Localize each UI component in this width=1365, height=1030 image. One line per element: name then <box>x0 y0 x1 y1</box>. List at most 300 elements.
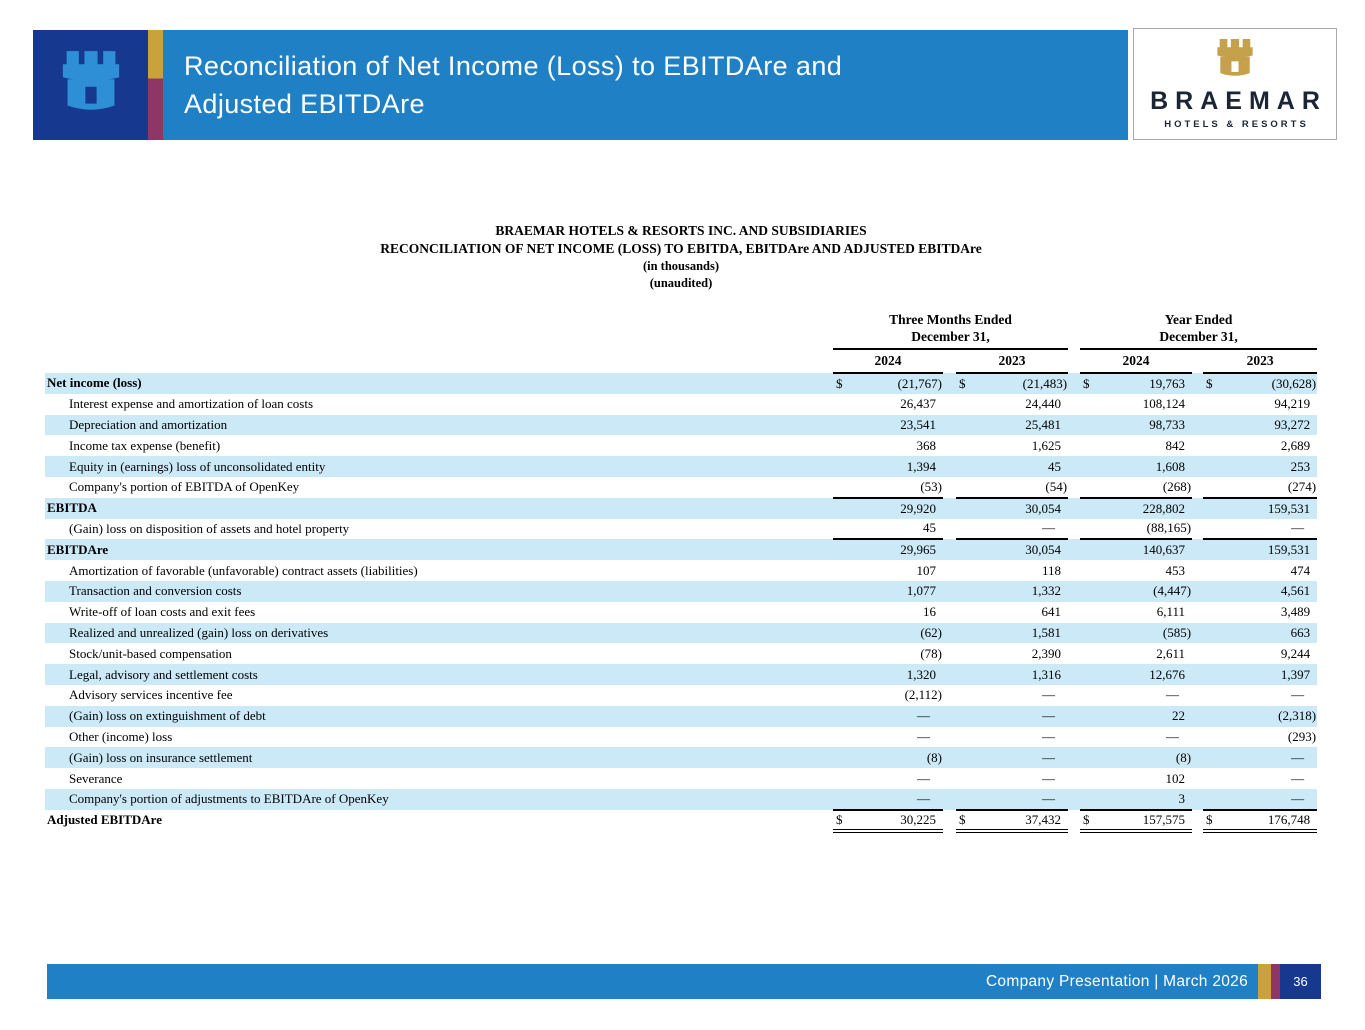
cell-value: (78) <box>920 645 942 661</box>
currency-symbol <box>956 539 978 560</box>
cell-value: 1,397 <box>1225 664 1317 685</box>
currency-symbol <box>956 664 978 685</box>
cell-value: — <box>1042 728 1056 744</box>
column-gap <box>943 747 956 768</box>
table-row <box>45 456 1317 477</box>
row-label: Transaction and conversion costs <box>45 581 833 602</box>
cell-value: 2,390 <box>1031 645 1062 661</box>
column-gap <box>1068 456 1080 477</box>
currency-symbol <box>1203 477 1225 498</box>
row-label: Other (income) loss <box>69 728 173 744</box>
column-gap <box>943 623 956 644</box>
row-label: Write-off of loan costs and exit fees <box>69 604 256 620</box>
currency-symbol <box>1080 415 1102 436</box>
group-label-line2: December 31, <box>911 329 990 344</box>
table-row <box>45 415 1317 436</box>
currency-symbol <box>956 685 978 706</box>
row-label: (Gain) loss on extinguishment of debt <box>45 706 833 727</box>
cell-value: — <box>1042 770 1056 786</box>
column-gap <box>1068 685 1080 706</box>
row-label: Interest expense and amortization of loan costs <box>69 396 314 412</box>
column-gap <box>1068 304 1080 349</box>
currency-symbol <box>1203 394 1225 415</box>
cell-value: 1,332 <box>978 581 1068 602</box>
column-gap <box>1068 747 1080 768</box>
currency-symbol <box>833 685 855 706</box>
currency-symbol <box>833 477 855 498</box>
cell-value: 108,124 <box>1142 396 1186 412</box>
table-year-header-row <box>45 349 1317 373</box>
column-gap <box>943 435 956 456</box>
row-label: Advisory services incentive fee <box>69 687 233 703</box>
column-gap <box>1068 560 1080 581</box>
logo-tagline: HOTELS & RESORTS <box>1164 118 1309 130</box>
cell-value: 159,531 <box>1225 539 1317 560</box>
currency-symbol <box>956 727 978 748</box>
currency-symbol <box>956 435 978 456</box>
currency-symbol <box>1080 623 1102 644</box>
column-gap <box>943 602 956 623</box>
cell-value: — <box>917 728 930 744</box>
column-gap <box>1192 539 1203 560</box>
currency-symbol <box>1203 685 1225 706</box>
column-gap <box>1192 643 1203 664</box>
row-label: Net income (loss) <box>45 373 833 394</box>
currency-symbol <box>956 706 978 727</box>
cell-value: 30,054 <box>978 539 1068 560</box>
column-gap <box>943 373 956 394</box>
cell-value: 29,920 <box>855 498 943 519</box>
currency-symbol: $ <box>833 373 855 394</box>
header-accent-stripe <box>148 30 163 140</box>
currency-symbol <box>833 394 855 415</box>
currency-symbol <box>1080 477 1102 498</box>
cell-value: — <box>855 706 943 727</box>
row-label: Equity in (earnings) loss of unconsolidated entity <box>45 456 833 477</box>
currency-symbol <box>1080 498 1102 519</box>
cell-value: (88,165) <box>1102 519 1192 540</box>
cell-value: 1,625 <box>1031 437 1062 453</box>
cell-value: 253 <box>1225 456 1317 477</box>
column-gap <box>943 560 956 581</box>
row-label: EBITDAre <box>45 539 833 560</box>
column-gap <box>943 349 956 373</box>
cell-value: 1,316 <box>978 664 1068 685</box>
cell-value: 1,320 <box>855 664 943 685</box>
column-gap <box>1192 789 1203 810</box>
row-label: Income tax expense (benefit) <box>69 437 221 453</box>
column-gap <box>1192 685 1203 706</box>
row-label: (Gain) loss on disposition of assets and hotel property <box>69 520 350 536</box>
cell-value: — <box>978 706 1068 727</box>
currency-symbol <box>1080 747 1102 768</box>
column-gap <box>1192 602 1203 623</box>
footer-accent-gold <box>1258 964 1271 999</box>
row-label: Realized and unrealized (gain) loss on derivatives <box>45 623 833 644</box>
cell-value: 12,676 <box>1102 664 1192 685</box>
currency-symbol <box>956 519 978 540</box>
group-label-line2: December 31, <box>1159 329 1238 344</box>
column-gap <box>1068 727 1080 748</box>
cell-value: (293) <box>1287 728 1317 744</box>
column-gap <box>943 810 956 831</box>
cell-value: 157,575 <box>1102 810 1192 831</box>
cell-value: 29,965 <box>855 539 943 560</box>
currency-symbol: $ <box>1203 373 1225 394</box>
slide-title <box>163 30 1128 140</box>
table-row <box>45 498 1317 519</box>
currency-symbol <box>1203 519 1225 540</box>
currency-symbol <box>833 560 855 581</box>
table-row <box>45 560 1317 581</box>
column-gap <box>943 643 956 664</box>
column-gap <box>1068 768 1080 789</box>
cell-value: 98,733 <box>1102 415 1192 436</box>
company-logo <box>1133 28 1337 140</box>
currency-symbol <box>1080 643 1102 664</box>
cell-value: 16 <box>923 604 936 620</box>
cell-value: 6,111 <box>1156 604 1186 620</box>
currency-symbol: $ <box>1080 373 1102 394</box>
currency-symbol <box>956 456 978 477</box>
currency-symbol <box>1203 602 1225 623</box>
column-gap <box>943 789 956 810</box>
currency-symbol <box>833 727 855 748</box>
column-gap <box>1192 623 1203 644</box>
currency-symbol <box>833 456 855 477</box>
column-gap <box>1068 415 1080 436</box>
currency-symbol <box>1080 539 1102 560</box>
cell-value: — <box>978 519 1068 540</box>
currency-symbol <box>1203 539 1225 560</box>
currency-symbol <box>833 498 855 519</box>
currency-symbol <box>1080 456 1102 477</box>
table-row <box>45 810 1317 831</box>
currency-symbol <box>833 664 855 685</box>
currency-symbol <box>833 623 855 644</box>
cell-value: — <box>1225 747 1317 768</box>
row-label: Adjusted EBITDAre <box>47 812 162 828</box>
currency-symbol <box>1203 747 1225 768</box>
currency-symbol <box>1080 727 1102 748</box>
cell-value: 453 <box>1165 562 1186 578</box>
cell-value: 663 <box>1225 623 1317 644</box>
column-gap <box>1068 581 1080 602</box>
row-label: Legal, advisory and settlement costs <box>45 664 833 685</box>
currency-symbol <box>956 560 978 581</box>
column-gap <box>1068 810 1080 831</box>
table-row <box>45 643 1317 664</box>
row-label: Stock/unit-based compensation <box>69 645 232 661</box>
currency-symbol: $ <box>956 810 978 831</box>
footer-text: Company Presentation | March 2026 <box>985 972 1248 990</box>
cell-value: 45 <box>978 456 1068 477</box>
table-row <box>45 581 1317 602</box>
column-gap <box>1068 539 1080 560</box>
currency-symbol <box>1203 789 1225 810</box>
group-label-line1: Three Months Ended <box>889 312 1012 327</box>
currency-symbol <box>1203 643 1225 664</box>
table-row <box>45 747 1317 768</box>
column-gap <box>943 477 956 498</box>
currency-symbol <box>956 415 978 436</box>
cell-value: (30,628) <box>1225 373 1317 394</box>
logo-company-name: BRAEMAR <box>1150 86 1327 115</box>
column-gap <box>943 498 956 519</box>
footer-bar <box>47 964 1258 999</box>
table-row <box>45 768 1317 789</box>
currency-symbol <box>1203 415 1225 436</box>
group-label-line1: Year Ended <box>1164 312 1233 327</box>
column-gap <box>1068 373 1080 394</box>
currency-symbol <box>1080 435 1102 456</box>
currency-symbol <box>833 602 855 623</box>
cell-value: 4,561 <box>1225 581 1317 602</box>
column-gap <box>1068 623 1080 644</box>
cell-value: — <box>1166 728 1180 744</box>
cell-value: 842 <box>1165 437 1186 453</box>
cell-value: (54) <box>978 477 1068 498</box>
cell-value: (21,767) <box>855 373 943 394</box>
currency-symbol <box>833 789 855 810</box>
cell-value: 19,763 <box>1102 373 1192 394</box>
cell-value: 30,225 <box>855 810 943 831</box>
cell-value: 2,689 <box>1280 437 1311 453</box>
cell-value: 474 <box>1290 562 1311 578</box>
cell-value: (585) <box>1102 623 1192 644</box>
cell-value: 107 <box>916 562 936 578</box>
table-row <box>45 706 1317 727</box>
column-gap <box>1192 456 1203 477</box>
column-gap <box>1068 519 1080 540</box>
column-gap <box>1068 394 1080 415</box>
cell-value: 1,608 <box>1102 456 1192 477</box>
currency-symbol <box>1203 456 1225 477</box>
cell-value: (268) <box>1102 477 1192 498</box>
currency-symbol <box>833 747 855 768</box>
column-gap <box>943 768 956 789</box>
currency-symbol <box>1203 664 1225 685</box>
cell-value: 26,437 <box>900 396 936 412</box>
cell-value: — <box>1291 770 1305 786</box>
currency-symbol <box>833 519 855 540</box>
column-gap <box>1192 477 1203 498</box>
column-gap <box>1068 435 1080 456</box>
column-gap <box>943 706 956 727</box>
column-gap <box>1192 664 1203 685</box>
column-gap <box>1192 435 1203 456</box>
cell-value: 1,077 <box>855 581 943 602</box>
cell-value: 159,531 <box>1225 498 1317 519</box>
currency-symbol <box>1203 623 1225 644</box>
cell-value: (2,318) <box>1225 706 1317 727</box>
column-gap <box>1192 727 1203 748</box>
column-gap <box>1192 747 1203 768</box>
cell-value: 25,481 <box>978 415 1068 436</box>
column-gap <box>1192 768 1203 789</box>
currency-symbol <box>956 477 978 498</box>
statement-heading-line4: (unaudited) <box>649 276 713 290</box>
header-logo-tile <box>33 30 148 140</box>
currency-symbol <box>1080 602 1102 623</box>
currency-symbol <box>1080 768 1102 789</box>
row-label: Company's portion of EBITDA of OpenKey <box>69 479 300 495</box>
cell-value: 24,440 <box>1025 396 1062 412</box>
cell-value: — <box>978 747 1068 768</box>
table-row <box>45 373 1317 394</box>
column-gap <box>1068 477 1080 498</box>
cell-value: 94,219 <box>1274 396 1311 412</box>
cell-value: (274) <box>1225 477 1317 498</box>
reconciliation-table <box>45 304 1317 833</box>
column-gap <box>1068 349 1080 373</box>
currency-symbol <box>833 643 855 664</box>
currency-symbol <box>1203 706 1225 727</box>
table-row <box>45 727 1317 748</box>
table-row <box>45 394 1317 415</box>
column-gap <box>1192 581 1203 602</box>
statement-heading <box>45 222 1317 292</box>
column-gap <box>943 519 956 540</box>
table-row <box>45 519 1317 540</box>
column-gap <box>943 456 956 477</box>
cell-value: (8) <box>855 747 943 768</box>
table-row <box>45 435 1317 456</box>
cell-value: — <box>1042 687 1056 703</box>
column-gap <box>1192 810 1203 831</box>
currency-symbol <box>1203 435 1225 456</box>
currency-symbol <box>1080 581 1102 602</box>
cell-value: 9,244 <box>1280 645 1311 661</box>
reconciliation-table-body <box>45 373 1317 831</box>
column-gap <box>1068 789 1080 810</box>
currency-symbol <box>956 498 978 519</box>
cell-value: 1,581 <box>978 623 1068 644</box>
statement-heading-line3: (in thousands) <box>642 259 720 273</box>
column-gap <box>943 539 956 560</box>
row-label: Company's portion of adjustments to EBITDAre of OpenKey <box>45 789 833 810</box>
cell-value: — <box>1225 789 1317 810</box>
currency-symbol <box>956 747 978 768</box>
column-gap <box>943 415 956 436</box>
column-gap <box>1068 706 1080 727</box>
column-group-year-ended <box>1080 304 1317 349</box>
currency-symbol <box>1080 394 1102 415</box>
column-gap <box>1192 498 1203 519</box>
cell-value: 641 <box>1041 604 1062 620</box>
table-row <box>45 477 1317 498</box>
cell-value: — <box>1225 519 1317 540</box>
currency-symbol <box>956 602 978 623</box>
currency-symbol: $ <box>833 810 855 831</box>
cell-value: 22 <box>1102 706 1192 727</box>
currency-symbol <box>1080 685 1102 706</box>
cell-value: (2,112) <box>904 687 942 703</box>
currency-symbol <box>1080 519 1102 540</box>
currency-symbol <box>1080 560 1102 581</box>
column-gap <box>943 664 956 685</box>
cell-value: (53) <box>855 477 943 498</box>
table-row <box>45 602 1317 623</box>
currency-symbol <box>956 394 978 415</box>
cell-value: — <box>1166 687 1180 703</box>
cell-value: 45 <box>855 519 943 540</box>
cell-value: 37,432 <box>978 810 1068 831</box>
currency-symbol <box>956 581 978 602</box>
cell-value: 2,611 <box>1156 645 1186 661</box>
table-row <box>45 623 1317 644</box>
row-label: Severance <box>69 770 123 786</box>
column-gap <box>1192 706 1203 727</box>
column-gap <box>1192 373 1203 394</box>
currency-symbol: $ <box>1080 810 1102 831</box>
column-gap <box>943 727 956 748</box>
cell-value: 30,054 <box>978 498 1068 519</box>
cell-value: — <box>1291 687 1305 703</box>
cell-value: 118 <box>1042 562 1062 578</box>
statement-heading-line1: BRAEMAR HOTELS & RESORTS INC. AND SUBSIDIARIES <box>495 223 867 238</box>
year-column-header: 2023 <box>1203 349 1317 373</box>
table-group-header-row <box>45 304 1317 349</box>
currency-symbol <box>833 415 855 436</box>
cell-value: 93,272 <box>1225 415 1317 436</box>
currency-symbol <box>956 789 978 810</box>
currency-symbol <box>956 643 978 664</box>
year-column-header: 2024 <box>833 349 943 373</box>
cell-value: 228,802 <box>1102 498 1192 519</box>
cell-value: 102 <box>1165 770 1186 786</box>
header-spacer <box>45 304 833 349</box>
cell-value: — <box>917 770 930 786</box>
column-gap <box>1192 560 1203 581</box>
column-gap <box>1192 349 1203 373</box>
slide-title-line2: Adjusted EBITDAre <box>184 89 425 119</box>
column-gap <box>1192 519 1203 540</box>
currency-symbol <box>833 768 855 789</box>
table-row <box>45 789 1317 810</box>
currency-symbol: $ <box>1203 810 1225 831</box>
column-gap <box>1068 602 1080 623</box>
cell-value: 23,541 <box>855 415 943 436</box>
cell-value: — <box>978 789 1068 810</box>
currency-symbol <box>1203 768 1225 789</box>
cell-value: (62) <box>855 623 943 644</box>
cell-value: 140,637 <box>1102 539 1192 560</box>
header-spacer <box>45 349 833 373</box>
row-label: Depreciation and amortization <box>45 415 833 436</box>
cell-value: (21,483) <box>978 373 1068 394</box>
currency-symbol <box>833 539 855 560</box>
cell-value: 176,748 <box>1225 810 1317 831</box>
currency-symbol <box>956 623 978 644</box>
column-gap <box>943 581 956 602</box>
column-gap <box>943 394 956 415</box>
column-gap <box>1192 394 1203 415</box>
table-row <box>45 664 1317 685</box>
currency-symbol <box>833 435 855 456</box>
column-gap <box>943 685 956 706</box>
table-row <box>45 685 1317 706</box>
page-number: 36 <box>1280 964 1321 999</box>
slide-title-line1: Reconciliation of Net Income (Loss) to EBITDAre and <box>184 51 843 81</box>
castle-icon <box>1216 39 1254 84</box>
column-gap <box>1192 415 1203 436</box>
row-label: EBITDA <box>45 498 833 519</box>
row-label: (Gain) loss on insurance settlement <box>45 747 833 768</box>
column-gap <box>1068 643 1080 664</box>
year-column-header: 2024 <box>1080 349 1192 373</box>
cell-value: 368 <box>916 437 936 453</box>
